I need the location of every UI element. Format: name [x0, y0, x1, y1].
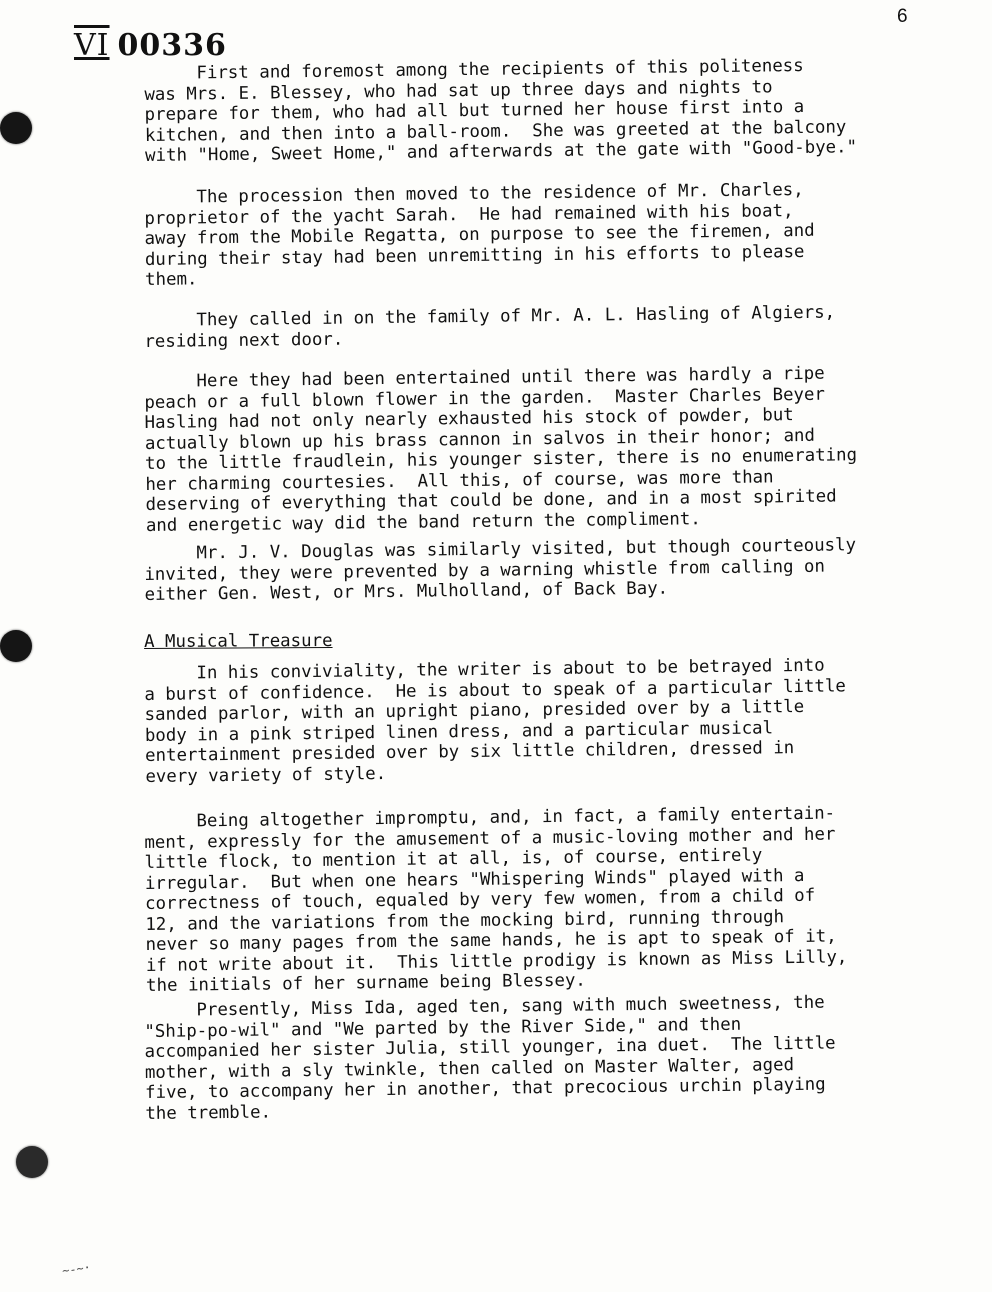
page-number: 6 [897, 6, 908, 27]
punch-hole-middle [0, 630, 32, 662]
paragraph-procession: The procession then moved to the residence of Mr. Charles, proprietor of the yacht Sarah. He had remained with his boat, away from the Mobile Regatta, on purpose to see the firemen, and during their stay had been unremitting in his efforts to please them. [144, 179, 815, 290]
paragraph-entertained: Here they had been entertained until there was hardly a ripe peach or a full blown flower in the garden. Master Charles Beyer Hasling had not only nearly exhausted his stock of powder, but actually blown up his brass cannon in salvos in their honor; and to the little fraudlein, his younger sister, there is no enumerating her charming courtesies. All this, of course, was more than deserving of everything that could be done, and in a most spirited and energetic way did the band return the compliment. [144, 363, 858, 536]
paragraph-impromptu: Being altogether impromptu, and, in fact, a family entertain- ment, expressly for the amusement of a music-loving mother and her little flock, to mention it at all, is, of course, entirely irregular. But when one hears "Whispering Winds" played with a correctness of touch, equaled by very few women, from a child of 12, and the variations from the mocking bird, running through never so many pages from the same hands, he is apt to speak of it, if not write about it. This little prodigy is known as Miss Lilly, the initials of her surname being Blessey. [144, 803, 848, 996]
roman-numeral: VI [74, 28, 110, 63]
paragraph-hasling-call: They called in on the family of Mr. A. L. Hasling of Algiers, residing next door. [144, 302, 836, 352]
paragraph-douglas: Mr. J. V. Douglas was similarly visited, but though courteously invited, they were prevented by a warning whistle from calling on either Gen. West, or Mrs. Mulholland, of Back Bay. [144, 535, 857, 605]
document-number: 00336 [117, 28, 227, 63]
margin-mark: ~-~· [61, 1260, 92, 1278]
document-id [74, 28, 227, 63]
paragraph-blessey: First and foremost among the recipients of this politeness was Mrs. E. Blessey, who had sat up three days and nights to prepare for them, who had all but turned her house first into a kitchen, and then into a ball-room. She was greeted at the balcony with "Home, Sweet Home," and afterwards at the gate with "Good-bye." [144, 55, 858, 166]
paragraph-miss-ida: Presently, Miss Ida, aged ten, sang with much sweetness, the "Ship-po-wil" and "We parted by the River Side," and then accompanied her sister Julia, still younger, ina duet. The little mother, with a sly twinkle, then called on Master Walter, aged five, to accompany her in another, that precocious urchin playing the tremble. [144, 992, 836, 1124]
paragraph-conviviality: In his conviviality, the writer is about to be betrayed into a burst of confidence. He is about to speak of a particular little sanded parlor, with an upright piano, presided over by a little body in a pink striped linen dress, and a particular musical entertainment presided over by six little children, dressed in every variety of style. [144, 655, 846, 787]
punch-hole-top [0, 112, 32, 144]
punch-hole-bottom [16, 1146, 48, 1178]
section-heading: A Musical Treasure [144, 631, 333, 652]
